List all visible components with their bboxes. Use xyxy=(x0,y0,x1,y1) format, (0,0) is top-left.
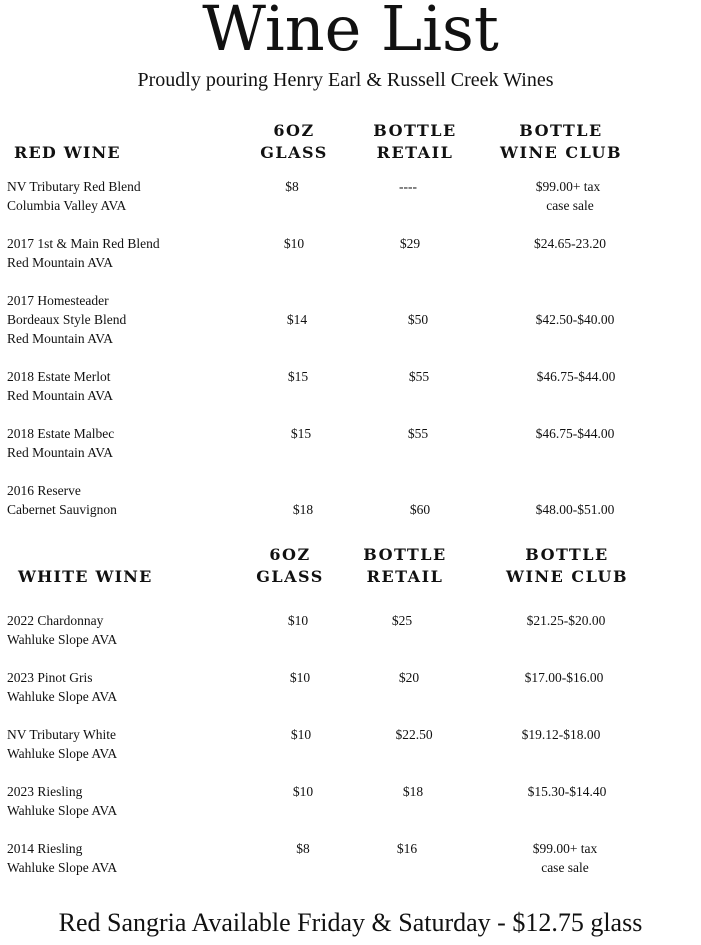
header-line: GLASS xyxy=(256,567,324,586)
sangria-footer: Red Sangria Available Friday & Saturday - $12.75 glass xyxy=(58,908,643,937)
red-col-glass-header xyxy=(253,120,335,164)
header-line: 6OZ xyxy=(273,121,315,140)
table-row xyxy=(0,424,701,462)
club-price-line: $24.65-23.20 xyxy=(534,236,606,251)
red-wine-section-label: RED WINE xyxy=(14,143,121,162)
club-price-line: $42.50-$40.00 xyxy=(535,312,615,327)
club-price xyxy=(516,367,636,386)
glass-price: $10 xyxy=(283,236,305,251)
table-row xyxy=(0,367,701,405)
page-title: Wine List xyxy=(202,0,499,65)
wine-name-line: Wahluke Slope AVA xyxy=(7,803,118,818)
club-price-line: $46.75-$44.00 xyxy=(536,369,616,384)
retail-price: $50 xyxy=(407,312,429,327)
club-price-line: case sale xyxy=(541,860,589,875)
glass-price: $15 xyxy=(287,369,309,384)
table-row xyxy=(0,782,701,820)
wine-name-line: Wahluke Slope AVA xyxy=(7,860,118,875)
club-price-line: $46.75-$44.00 xyxy=(535,426,615,441)
club-price-line: $15.30-$14.40 xyxy=(527,784,607,799)
header-line: RETAIL xyxy=(366,567,444,586)
club-price-line: $19.12-$18.00 xyxy=(521,727,601,742)
white-wine-section-label: WHITE WINE xyxy=(18,567,153,586)
header-line: RETAIL xyxy=(376,143,454,162)
wine-name xyxy=(7,668,117,706)
retail-price: $55 xyxy=(407,426,429,441)
glass-price: $10 xyxy=(290,727,312,742)
glass-price: $10 xyxy=(292,784,314,799)
glass-price: $8 xyxy=(285,179,299,194)
club-price-line: $48.00-$51.00 xyxy=(535,502,615,517)
wine-name-line: 2017 1st & Main Red Blend xyxy=(7,236,160,251)
glass-price: $10 xyxy=(287,613,309,628)
table-row xyxy=(0,725,701,763)
page-subtitle: Proudly pouring Henry Earl & Russell Creek Wines xyxy=(137,69,554,91)
wine-name-line: Red Mountain AVA xyxy=(7,388,114,403)
wine-name-line: Columbia Valley AVA xyxy=(7,198,127,213)
club-price-line: $99.00+ tax xyxy=(535,179,601,194)
glass-price: $14 xyxy=(286,312,308,327)
table-row xyxy=(0,611,701,649)
retail-price: $55 xyxy=(408,369,430,384)
wine-name-line: Bordeaux Style Blend xyxy=(7,312,127,327)
red-col-club-header xyxy=(492,120,630,164)
wine-name xyxy=(7,839,117,877)
table-row xyxy=(0,177,701,213)
club-price xyxy=(515,500,635,519)
club-price-line: $21.25-$20.00 xyxy=(526,613,606,628)
header-line: GLASS xyxy=(260,143,328,162)
club-price xyxy=(515,424,635,443)
club-price xyxy=(504,668,624,687)
wine-name-line: 2018 Estate Merlot xyxy=(7,369,111,384)
retail-price: $25 xyxy=(391,613,413,628)
retail-price: $22.50 xyxy=(395,727,433,742)
glass-price: $8 xyxy=(296,841,310,856)
wine-name xyxy=(7,291,126,348)
header-line: 6OZ xyxy=(269,545,311,564)
wine-name xyxy=(7,234,160,272)
wine-name xyxy=(7,177,141,215)
club-price xyxy=(515,310,635,329)
wine-name-line: Wahluke Slope AVA xyxy=(7,689,118,704)
white-col-club-header xyxy=(498,544,636,588)
glass-price: $18 xyxy=(292,502,314,517)
wine-name-line: Red Mountain AVA xyxy=(7,331,114,346)
glass-price: $10 xyxy=(289,670,311,685)
wine-name-line: 2023 Riesling xyxy=(7,784,83,799)
wine-name-line: Wahluke Slope AVA xyxy=(7,632,118,647)
wine-name-line: Wahluke Slope AVA xyxy=(7,746,118,761)
wine-name-line: 2017 Homesteader xyxy=(7,293,109,308)
header-line: WINE CLUB xyxy=(506,567,628,586)
club-price xyxy=(506,611,626,630)
white-col-retail-header xyxy=(354,544,456,588)
wine-name-line: NV Tributary White xyxy=(7,727,117,742)
retail-price: $29 xyxy=(399,236,421,251)
retail-price: $18 xyxy=(402,784,424,799)
header-line: WINE CLUB xyxy=(500,143,622,162)
header-line: BOTTLE xyxy=(525,545,609,564)
table-row xyxy=(0,481,701,519)
wine-name-line: Red Mountain AVA xyxy=(7,255,114,270)
table-row xyxy=(0,839,701,877)
club-price xyxy=(501,725,621,744)
table-row xyxy=(0,234,701,270)
wine-name-line: 2022 Chardonnay xyxy=(7,613,104,628)
header-line: BOTTLE xyxy=(373,121,457,140)
table-row xyxy=(0,291,701,348)
table-row xyxy=(0,668,701,706)
club-price-line: case sale xyxy=(546,198,594,213)
club-price-line: $17.00-$16.00 xyxy=(524,670,604,685)
retail-price: $20 xyxy=(398,670,420,685)
wine-name xyxy=(7,367,113,405)
white-col-glass-header xyxy=(249,544,331,588)
club-price xyxy=(507,782,627,801)
wine-name xyxy=(7,481,117,519)
wine-name xyxy=(7,424,114,462)
wine-name xyxy=(7,782,117,820)
retail-price: ---- xyxy=(399,179,417,194)
wine-name-line: 2014 Riesling xyxy=(7,841,83,856)
wine-name-line: Red Mountain AVA xyxy=(7,445,114,460)
wine-name-line: 2016 Reserve xyxy=(7,483,81,498)
wine-name-line: NV Tributary Red Blend xyxy=(7,179,141,194)
club-price xyxy=(510,234,630,253)
wine-name-line: Cabernet Sauvignon xyxy=(7,502,117,517)
retail-price: $60 xyxy=(409,502,431,517)
glass-price: $15 xyxy=(290,426,312,441)
wine-name-line: 2023 Pinot Gris xyxy=(7,670,93,685)
club-price xyxy=(508,177,628,215)
red-col-retail-header xyxy=(364,120,466,164)
header-line: BOTTLE xyxy=(519,121,603,140)
wine-name xyxy=(7,725,117,763)
retail-price: $16 xyxy=(396,841,418,856)
club-price-line: $99.00+ tax xyxy=(532,841,598,856)
header-line: BOTTLE xyxy=(363,545,447,564)
club-price xyxy=(505,839,625,877)
wine-name xyxy=(7,611,117,649)
wine-name-line: 2018 Estate Malbec xyxy=(7,426,115,441)
